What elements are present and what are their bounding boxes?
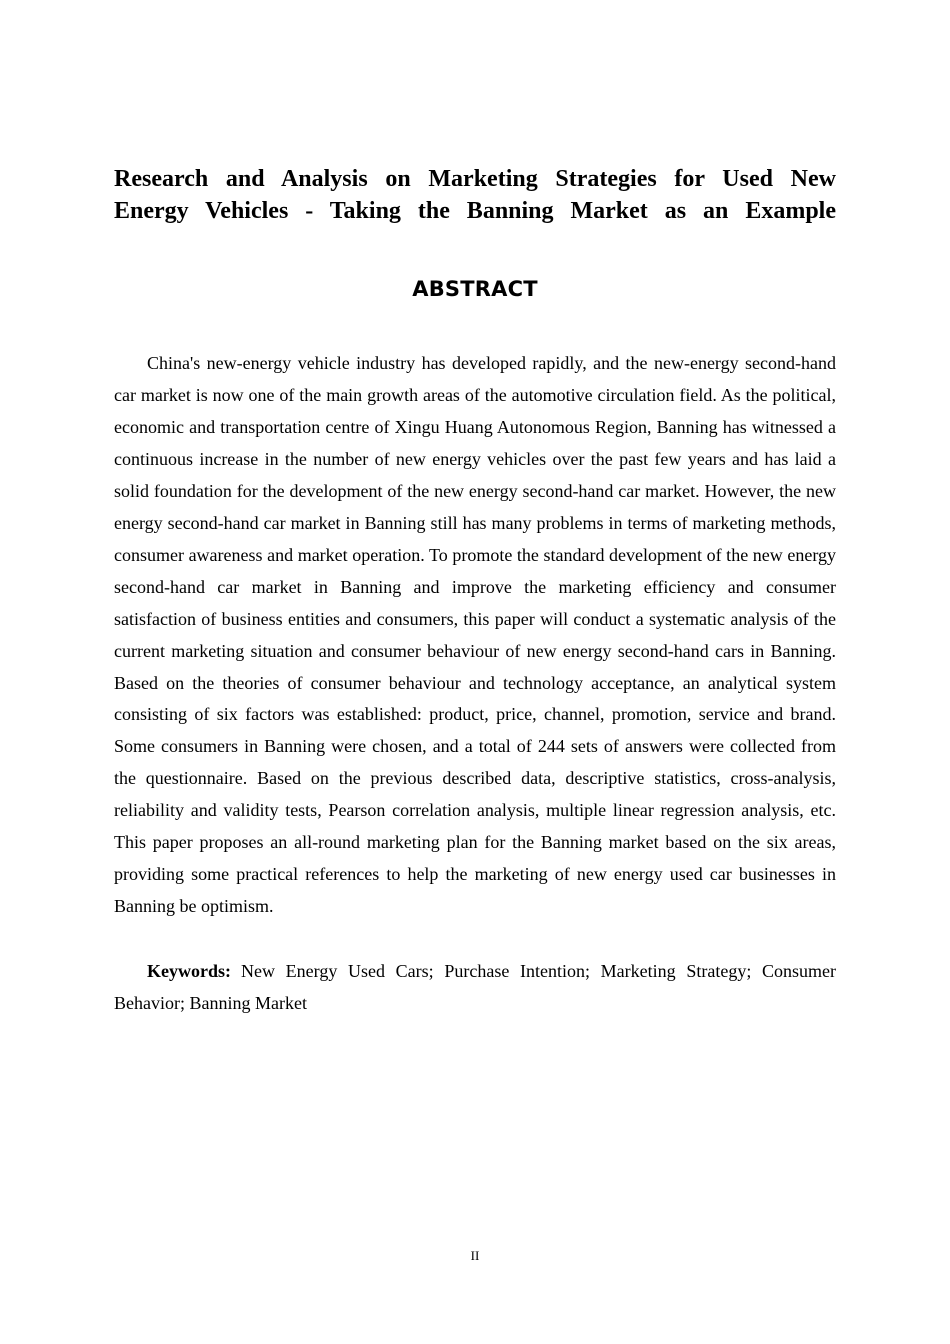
abstract-paragraph: China's new-energy vehicle industry has developed rapidly, and the new-energy second-hand car market is now one of the main growth areas of the automotive circulation field. As the political, economic and transportation centre of Xingu Huang Autonomous Region, Banning has witnessed a continuous increase in the number of new energy vehicles over the past few years and has laid a solid foundation for the development of the new energy second-hand car market. However, the new energy second-hand car market in Banning still has many problems in terms of marketing methods, consumer awareness and market operation. To promote the standard development of the new energy second-hand car market in Banning and improve the marketing efficiency and consumer satisfaction of business entities and consumers, this paper will conduct a systematic analysis of the current marketing situation and consumer behaviour of new energy second-hand cars in Banning. Based on the theories of consumer behaviour and technology acceptance, an analytical system consisting of six factors was established: product, price, channel, promotion, service and brand. Some consumers in Banning were chosen, and a total of 244 sets of answers were collected from the questionnaire. Based on the previous described data, descriptive statistics, cross-analysis, reliability and validity tests, Pearson correlation analysis, multiple linear regression analysis, etc. This paper proposes an all-round marketing plan for the Banning market based on the six areas, providing some practical references to help the marketing of new energy used car businesses in Banning be optimism.	[114, 353, 836, 917]
paper-title	[114, 163, 836, 227]
abstract-heading: ABSTRACT	[412, 277, 538, 301]
keywords-label: Keywords:	[147, 961, 231, 981]
page-number: II	[470, 1248, 480, 1263]
paper-title-line-2: Energy Vehicles - Taking the Banning Market as an Example	[114, 198, 836, 224]
paper-title-line-1: Research and Analysis on Marketing Strategies for Used New	[114, 166, 836, 192]
keywords-paragraph	[114, 955, 836, 1019]
keywords-list: New Energy Used Cars; Purchase Intention; Marketing Strategy; Consumer Behavior; Banning Market	[114, 961, 836, 1013]
